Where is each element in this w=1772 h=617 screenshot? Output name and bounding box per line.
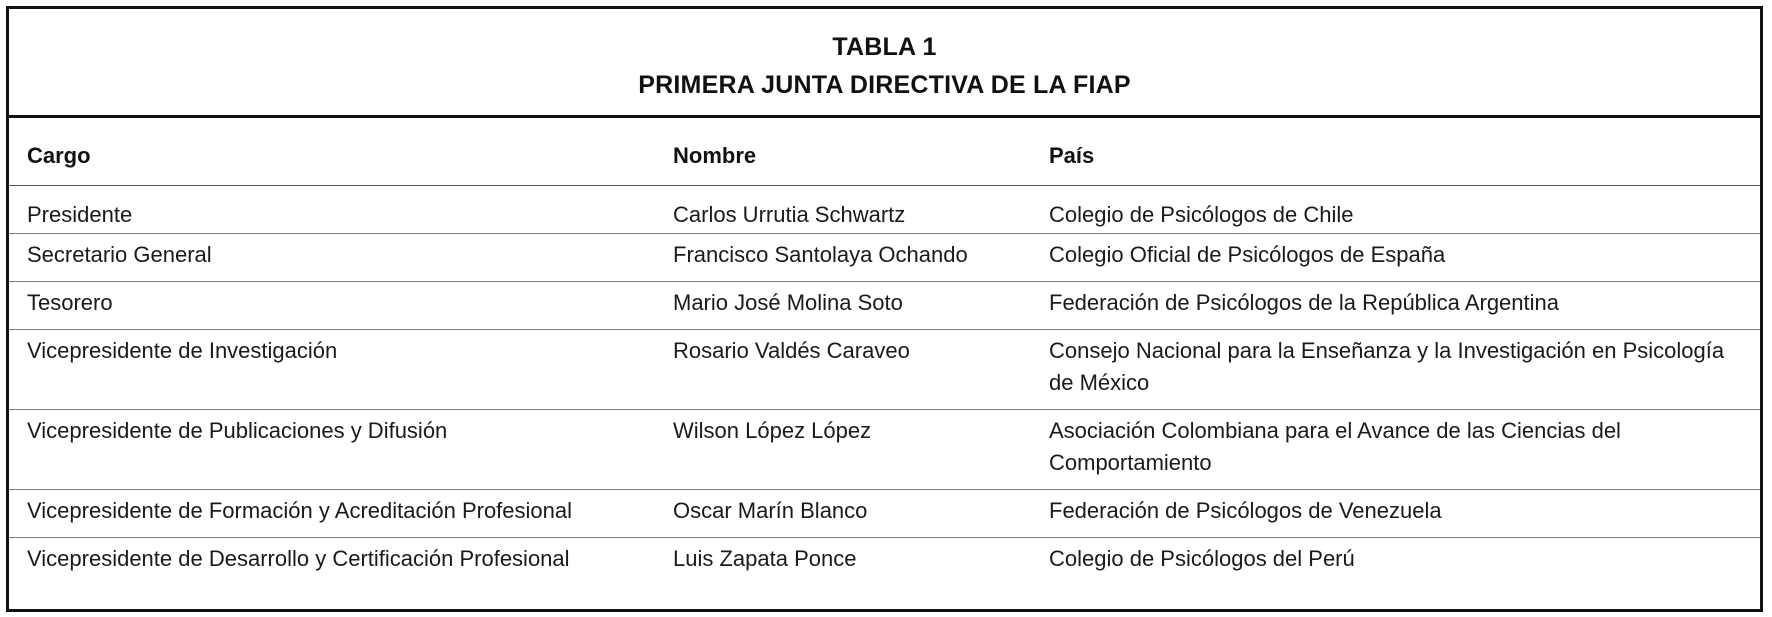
cell-pais: Federación de Psicólogos de Venezuela: [1049, 498, 1442, 523]
cell-cargo: Vicepresidente de Formación y Acreditación Profesional: [27, 498, 573, 523]
table-title-block: [9, 9, 1760, 118]
cell-pais: Colegio de Psicólogos de Chile: [1049, 202, 1354, 227]
cell-pais: Colegio Oficial de Psicólogos de España: [1049, 242, 1446, 267]
table-row: [9, 538, 1760, 606]
cell-nombre: Rosario Valdés Caraveo: [673, 338, 910, 363]
table-number: TABLA 1: [832, 33, 937, 61]
table-header-row: [9, 118, 1760, 186]
table-row: [9, 234, 1760, 282]
cell-cargo: Tesorero: [27, 290, 113, 315]
cell-pais: Consejo Nacional para la Enseñanza y la Investigación en Psicología de México: [1049, 338, 1725, 395]
cell-nombre: Mario José Molina Soto: [673, 290, 903, 315]
table-title: PRIMERA JUNTA DIRECTIVA DE LA FIAP: [638, 71, 1131, 99]
cell-pais: Federación de Psicólogos de la República Argentina: [1049, 290, 1559, 315]
cell-nombre: Luis Zapata Ponce: [673, 546, 857, 571]
cell-cargo: Vicepresidente de Publicaciones y Difusión: [27, 418, 448, 443]
cell-cargo: Vicepresidente de Desarrollo y Certificación Profesional: [27, 546, 570, 571]
cell-nombre: Wilson López López: [673, 418, 872, 443]
cell-pais: Colegio de Psicólogos del Perú: [1049, 546, 1355, 571]
header-cargo: Cargo: [27, 143, 91, 168]
table-row: [9, 186, 1760, 234]
table-row: [9, 330, 1760, 410]
cell-cargo: Presidente: [27, 202, 133, 227]
cell-nombre: Carlos Urrutia Schwartz: [673, 202, 906, 227]
cell-cargo: Secretario General: [27, 242, 212, 267]
table-row: [9, 490, 1760, 538]
header-nombre: Nombre: [673, 143, 757, 168]
cell-nombre: Francisco Santolaya Ochando: [673, 242, 968, 267]
header-pais: País: [1049, 143, 1095, 168]
cell-cargo: Vicepresidente de Investigación: [27, 338, 338, 363]
table-frame: [6, 6, 1763, 612]
table-row: [9, 410, 1760, 490]
cell-nombre: Oscar Marín Blanco: [673, 498, 868, 523]
table-row: [9, 282, 1760, 330]
cell-pais: Asociación Colombiana para el Avance de las Ciencias del Comportamiento: [1049, 418, 1621, 475]
